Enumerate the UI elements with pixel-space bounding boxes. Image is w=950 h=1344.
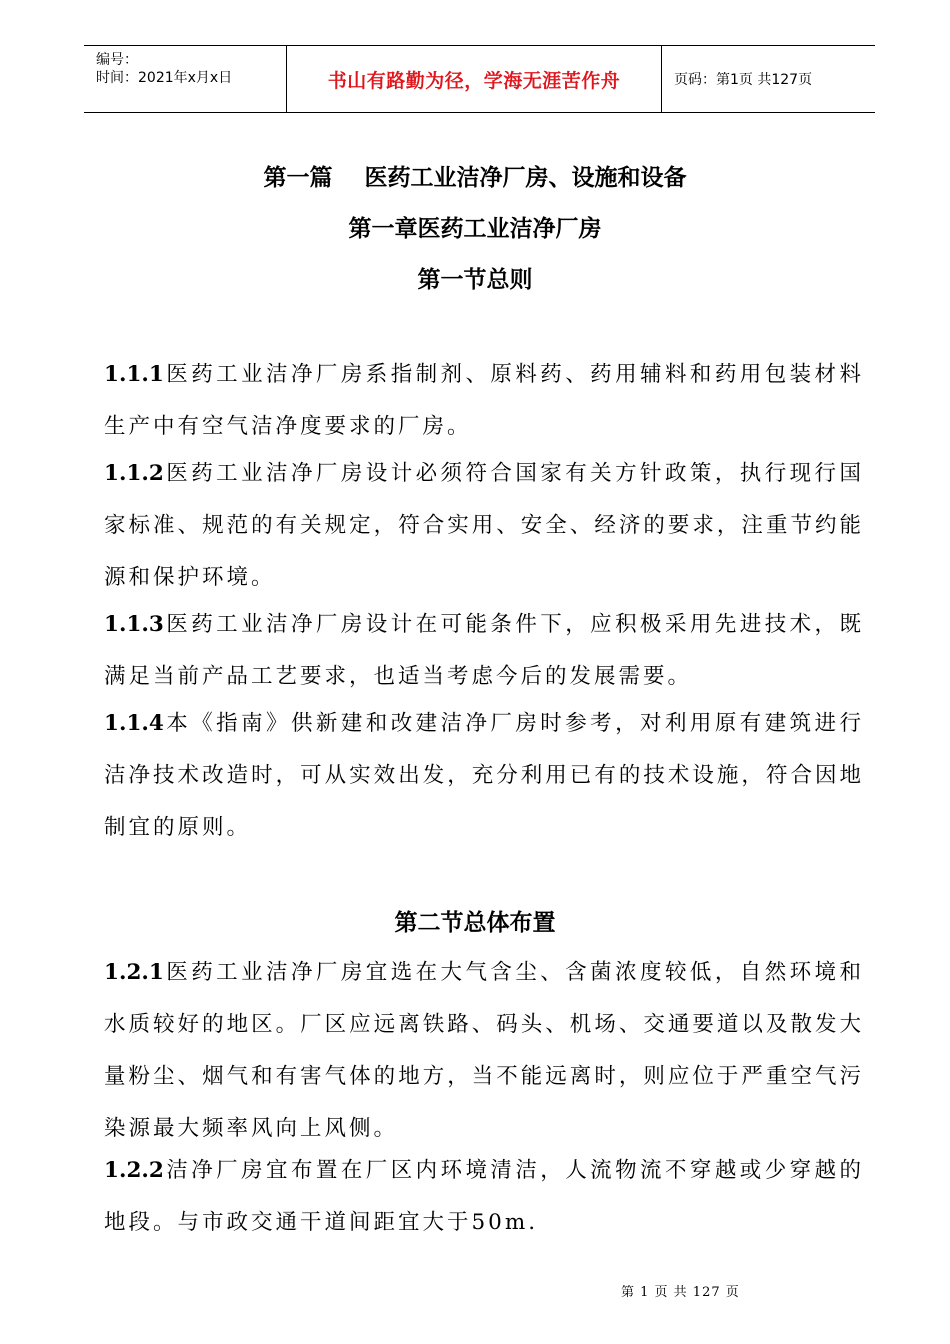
chapter-title: 第一章医药工业洁净厂房 xyxy=(348,216,602,242)
header-page-info: 页码：第1页 共127页 xyxy=(674,72,813,88)
clause-number: 1.1.2 xyxy=(104,461,164,486)
paragraph-1-1-3 xyxy=(104,599,864,703)
paragraph-1-2-2 xyxy=(104,1145,864,1249)
section-title-2: 第二节总体布置 xyxy=(394,910,556,936)
number-label: 编号： xyxy=(96,52,138,68)
clause-number: 1.1.1 xyxy=(104,362,164,387)
paragraph-1-1-1 xyxy=(104,349,864,453)
clause-number: 1.1.4 xyxy=(104,711,164,736)
page-footer: 第 1 页 共 127 页 xyxy=(621,1285,740,1300)
time-label: 时间：2021年x月x日 xyxy=(96,70,233,86)
clause-number: 1.1.3 xyxy=(104,612,164,637)
header-motto: 书山有路勤为径，学海无涯苦作舟 xyxy=(327,69,621,92)
part-title: 第一篇 医药工业洁净厂房、设施和设备 xyxy=(263,165,687,191)
clause-text: 医药工业洁净厂房宜选在大气含尘、含菌浓度较低，自然环境和水质较好的地区。厂区应远离铁路、码头、机场、交通要道以及散发大量粉尘、烟气和有害气体的地方，当不能远离时，则应位于严重空气污染源最大频率风向上风侧。 xyxy=(104,960,864,1141)
header-meta xyxy=(84,46,287,112)
clause-number: 1.2.1 xyxy=(104,960,164,985)
header-motto-cell xyxy=(287,46,662,112)
paragraph-1-2-1 xyxy=(104,947,864,1155)
paragraph-1-1-2 xyxy=(104,448,864,604)
clause-number: 1.2.2 xyxy=(104,1158,164,1183)
section-title-1: 第一节总则 xyxy=(417,267,533,293)
header-page-info-cell xyxy=(662,46,875,112)
document-header xyxy=(84,45,875,113)
clause-text: 医药工业洁净厂房系指制剂、原料药、药用辅料和药用包装材料生产中有空气洁净度要求的厂房。 xyxy=(104,362,864,439)
clause-text: 医药工业洁净厂房设计在可能条件下，应积极采用先进技术，既满足当前产品工艺要求，也适当考虑今后的发展需要。 xyxy=(104,612,864,689)
clause-text: 医药工业洁净厂房设计必须符合国家有关方针政策，执行现行国家标准、规范的有关规定，符合实用、安全、经济的要求，注重节约能源和保护环境。 xyxy=(104,461,864,590)
paragraph-1-1-4 xyxy=(104,698,864,854)
clause-text: 本《指南》供新建和改建洁净厂房时参考，对利用原有建筑进行洁净技术改造时，可从实效出发，充分利用已有的技术设施，符合因地制宜的原则。 xyxy=(104,711,864,840)
clause-text: 洁净厂房宜布置在厂区内环境清洁，人流物流不穿越或少穿越的地段。与市政交通干道间距宜大于50m. xyxy=(104,1158,864,1235)
